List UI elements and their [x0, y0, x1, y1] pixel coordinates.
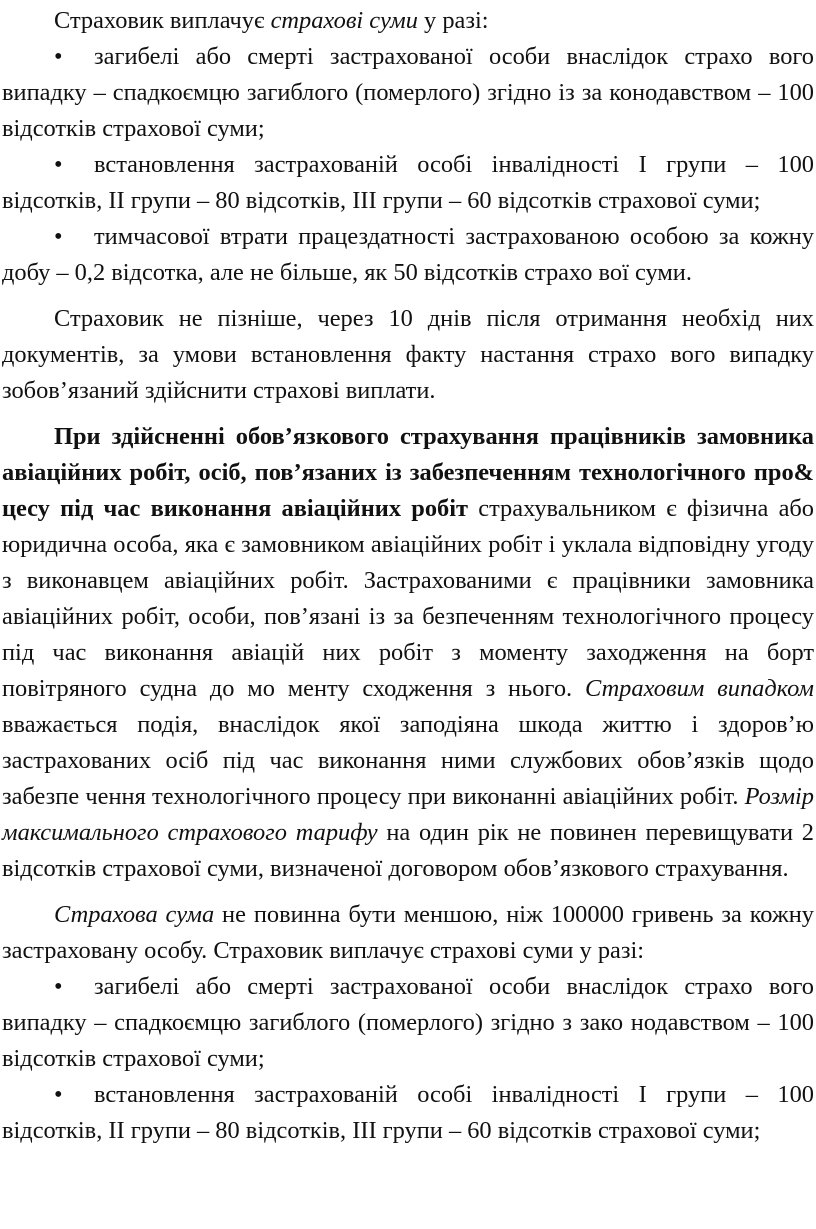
paragraph-text: страхувальником є фізична або юридична особа, яка є замовником авіаційних робіт і уклала відповідну угоду з виконавцем авіаційних робіт. Застрахованими є працівники замовника авіаційних робіт, особи, пов’язані із за безпеченням технологічного процесу під час виконання авіацій них робіт з моменту заходження на борт повітряного судна до мо менту сходження з нього. — [2, 495, 814, 702]
max-tariff-term: Розмір максимального страхового тарифу — [2, 783, 814, 846]
paragraph-text: вважається подія, внаслідок якої заподіяна шкода життю і здоров’ю застрахованих осіб під час виконання ними службових обов’язків щодо забезпе чення технологічного процесу при виконанні авіаційних робіт. — [2, 711, 814, 810]
list-item — [2, 219, 814, 291]
list-item-text: загибелі або смерті застрахованої особи внаслідок страхо вого випадку – спадкоємцю загиблого (померлого) згідно з зако нодавством – 100 відсотків страхової суми; — [2, 973, 814, 1072]
list-item — [2, 147, 814, 219]
paragraph-text: Страховик не пізніше, через 10 днів після отримання необхід них документів, за умови встановлення факту настання страхо вого випадку зобов’язаний здійснити страхові виплати. — [2, 305, 814, 404]
insured-sum-term: Страхова сума — [54, 901, 215, 928]
aviation-insurance-paragraph — [2, 419, 814, 887]
list-item-text: встановлення застрахованій особі інвалідності І групи – 100 відсотків, II групи – 80 відсотків, III групи – 60 відсотків страхової суми; — [2, 1081, 814, 1144]
insured-sum-paragraph — [2, 897, 814, 969]
insured-event-term: Страховим випадком — [584, 675, 814, 702]
list-item — [2, 969, 814, 1077]
bullet-icon: • — [54, 43, 63, 70]
bullet-icon: • — [54, 223, 63, 250]
list-item-text: тимчасової втрати працездатності застрахованою особою за кожну добу – 0,2 відсотка, але не більше, як 50 відсотків страхо вої суми. — [2, 223, 814, 286]
list-item-text: загибелі або смерті застрахованої особи внаслідок страхо вого випадку – спадкоємцю загиблого (померлого) згідно із за конодавством – 100 відсотків страхової суми; — [2, 43, 814, 142]
paragraph-text: не повинна бути меншою, ніж 100000 гривень за кожну застраховану особу. Страховик виплачує страхові суми у разі: — [2, 901, 814, 964]
bullet-icon: • — [54, 1081, 63, 1108]
intro-text: Страховик виплачує — [54, 7, 271, 34]
paragraph-text: на один рік не повинен перевищувати 2 відсотків страхової суми, визначеної договором обов’язкового страхування. — [2, 819, 814, 882]
intro-paragraph — [2, 3, 814, 39]
insured-sums-term: страхові суми — [270, 7, 418, 34]
list-item-text: встановлення застрахованій особі інвалідності І групи – 100 відсотків, II групи – 80 відсотків, III групи – 60 відсотків страхової суми; — [2, 151, 814, 214]
bullet-icon: • — [54, 973, 63, 1000]
section-heading: При здійсненні обов’язкового страхування працівників замовника авіаційних робіт, осіб, пов’язаних із забезпеченням технологічного про& цесу під час виконання авіаційних робіт — [2, 423, 814, 522]
list-item — [2, 1077, 814, 1149]
list-item — [2, 39, 814, 147]
bullet-icon: • — [54, 151, 63, 178]
intro-text-end: у разі: — [417, 7, 489, 34]
payment-deadline-paragraph — [2, 301, 814, 409]
